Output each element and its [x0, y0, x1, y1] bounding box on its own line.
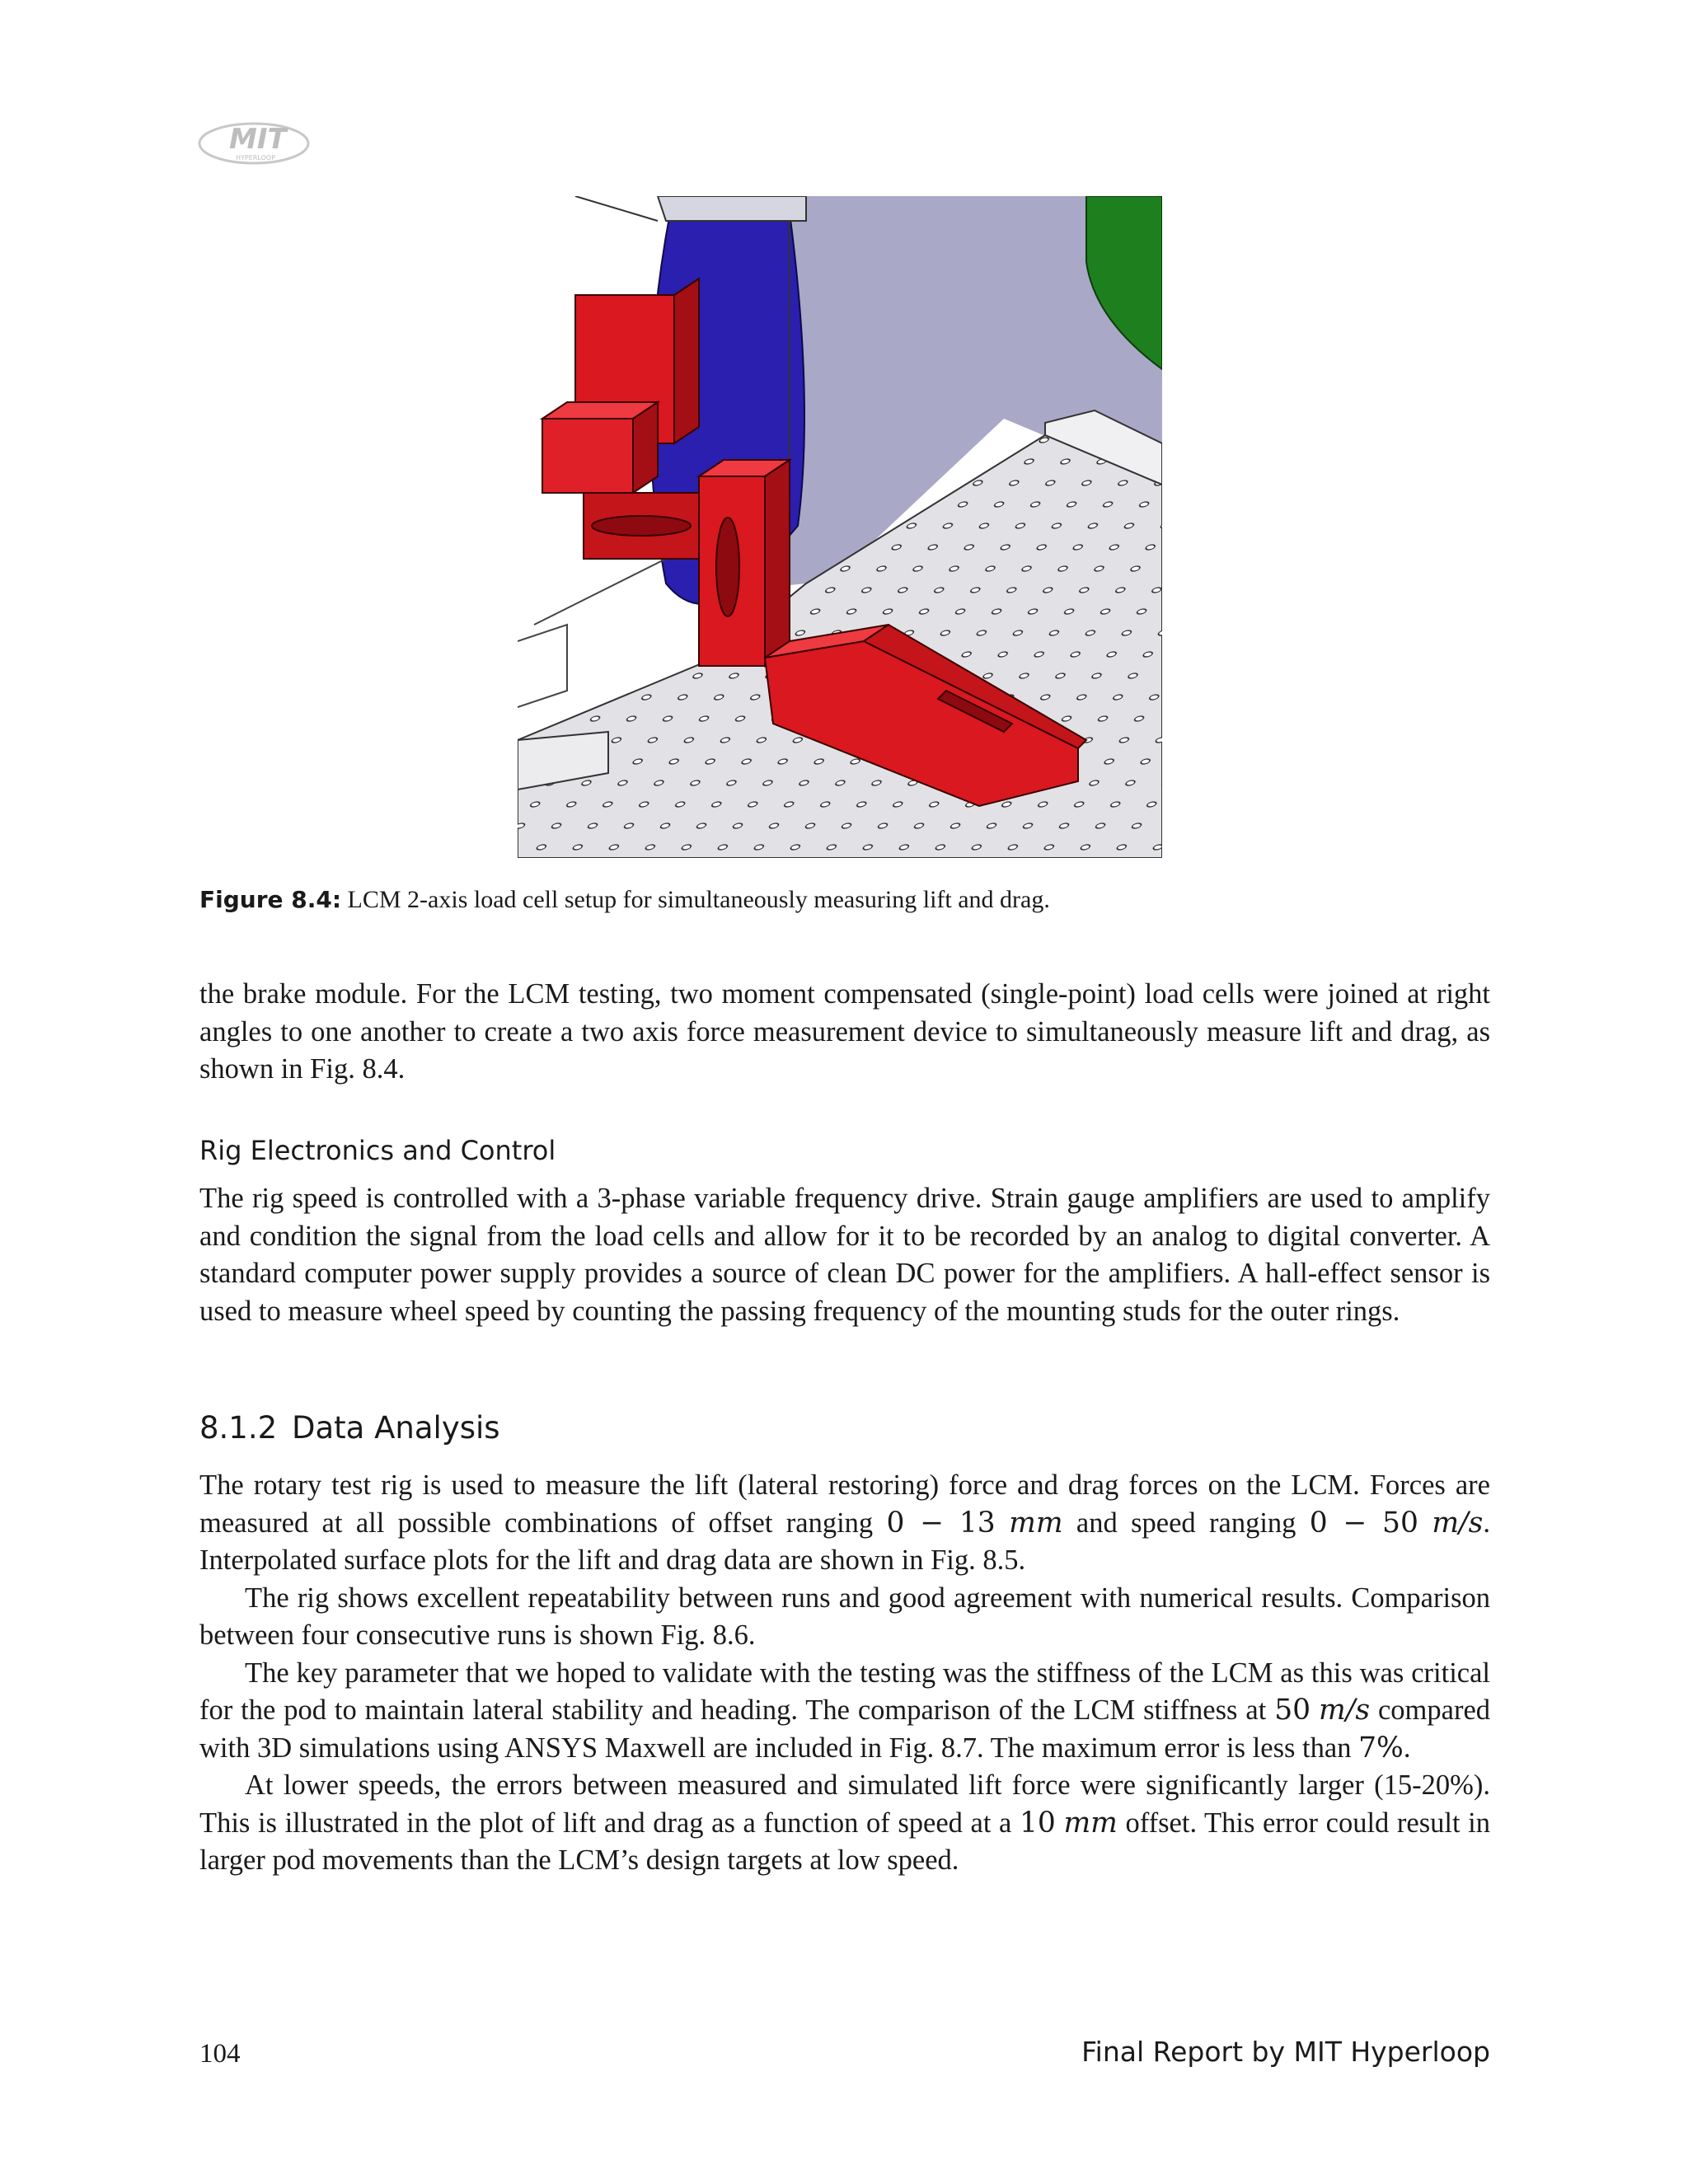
text-run: At lower speeds, the errors between measured and simulated lift force were significantly larger (15-20%). This is illustrated in the plot of lift and drag as a function of speed at a: [199, 1769, 1490, 1839]
logo-subtext: HYPERLOOP: [236, 154, 275, 162]
math-unit: mm: [1063, 1806, 1118, 1840]
analysis-paragraphs: [199, 1467, 1490, 1880]
text-run: offset. This error could result in larger pod movements than the LCM’s design targets at low speed.: [199, 1807, 1490, 1876]
math-value: 10: [1019, 1806, 1056, 1840]
math-value: 50: [1274, 1694, 1311, 1727]
page-number: 104: [199, 2039, 241, 2069]
analysis-paragraph-1: [199, 1467, 1490, 1580]
math-unit: m/s: [1319, 1694, 1371, 1727]
math-unit: mm: [1009, 1506, 1063, 1540]
text-run: compared with 3D simulations using ANSYS Maxwell are included in Fig. 8.7. The maximum error is less than: [199, 1694, 1491, 1764]
figure-caption-text: LCM 2-axis load cell setup for simultaneously measuring lift and drag.: [347, 886, 1050, 913]
figure-caption: [199, 883, 1493, 916]
section-title: Data Analysis: [292, 1410, 500, 1446]
section-number: 8.1.2: [199, 1410, 278, 1446]
load-cell-cad-render: [518, 196, 1162, 858]
math-range: 0 − 13: [886, 1506, 996, 1540]
math-unit: m/s: [1432, 1506, 1484, 1540]
section-heading: [199, 1409, 500, 1447]
analysis-paragraph-4: [199, 1767, 1490, 1880]
intro-paragraph: [199, 976, 1490, 1089]
electronics-paragraph: [199, 1180, 1490, 1330]
electronics-paragraph-text: The rig speed is controlled with a 3-phase variable frequency drive. Strain gauge amplifiers are used to amplify and condition the signal from the load cells and allow for it to be recorded by an analog to digital converter. A standard computer power supply provides a source of clean DC power for the amplifiers. A hall-effect sensor is used to measure wheel speed by counting the passing frequency of the mounting studs for the outer rings.: [199, 1183, 1490, 1327]
report-title: Final Report by MIT Hyperloop: [1081, 2036, 1490, 2068]
analysis-paragraph-3: [199, 1655, 1490, 1768]
logo-text: MIT: [229, 123, 287, 156]
figure-label: Figure 8.4:: [199, 886, 342, 913]
text-run: and speed ranging: [1062, 1507, 1310, 1539]
intro-paragraph-text: the brake module. For the LCM testing, two moment compensated (single-point) load cells were joined at right angles to one another to create a two axis force measurement device to simultaneously measure lift and drag, as shown in Fig. 8.4.: [199, 978, 1490, 1085]
text-run: The rotary test rig is used to measure the lift (lateral restoring) force and drag forces on the LCM. Forces are measured at all possible combinations of offset ranging: [199, 1469, 1490, 1539]
mit-hyperloop-logo: [196, 115, 312, 168]
math-range: 0 − 50: [1309, 1506, 1418, 1540]
analysis-paragraph-2: The rig shows excellent repeatability between runs and good agreement with numerical results. Comparison between four consecutive runs is shown Fig. 8.6.: [199, 1582, 1490, 1651]
text-run: .: [1403, 1732, 1411, 1764]
math-value: 7%: [1358, 1731, 1404, 1765]
text-run: . Interpolated surface plots for the lift and drag data are shown in Fig. 8.5.: [199, 1507, 1491, 1576]
text-run: The key parameter that we hoped to validate with the testing was the stiffness of the LCM as this was critical for the pod to maintain lateral stability and heading. The comparison of the LCM stiffness at: [199, 1657, 1490, 1726]
subsection-heading: Rig Electronics and Control: [199, 1135, 556, 1166]
